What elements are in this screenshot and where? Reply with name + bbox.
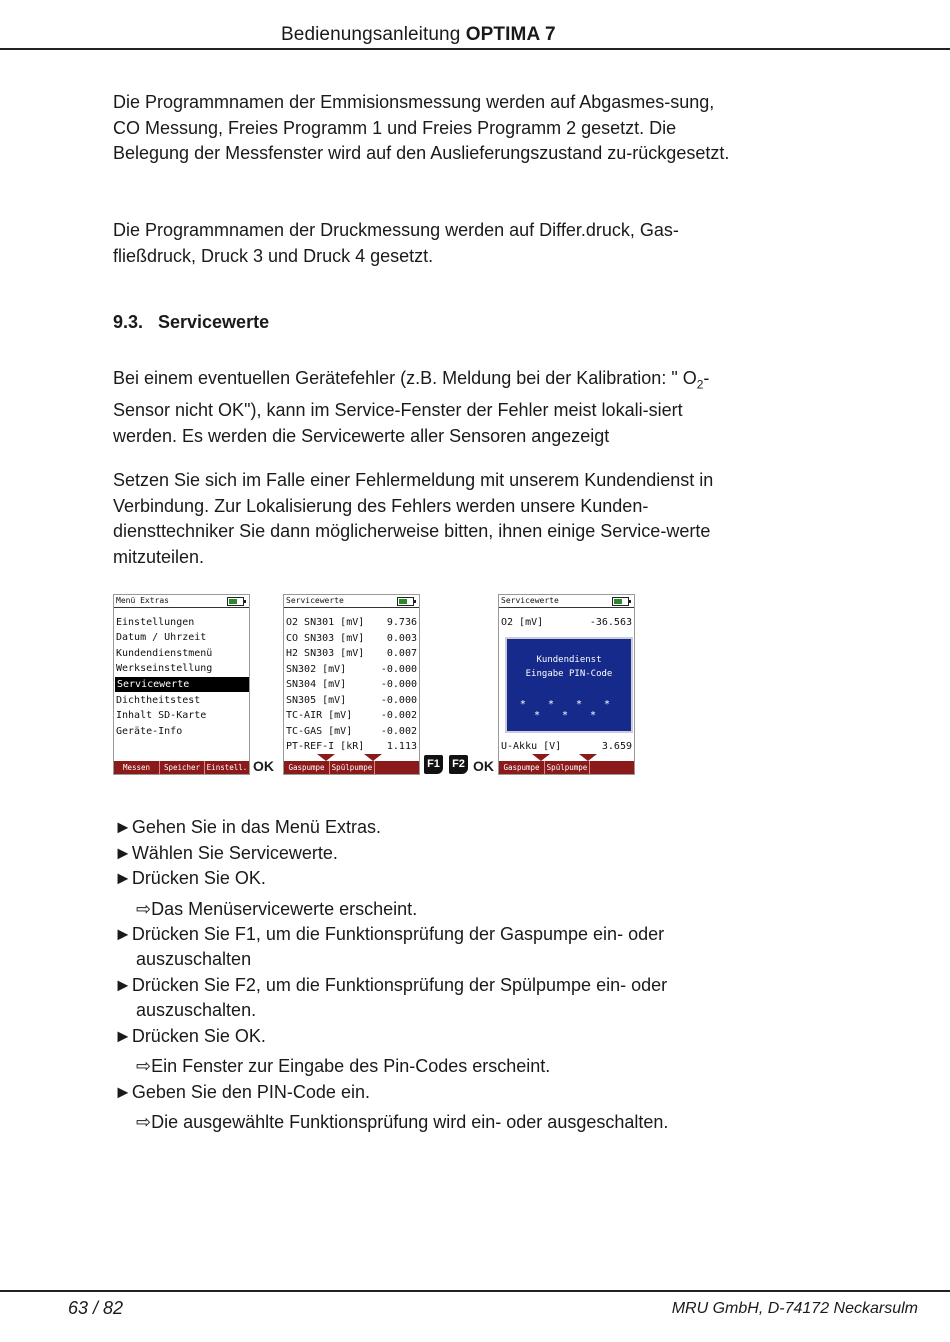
dialog-prompt: Eingabe PIN-Code [525,669,613,679]
page-footer-rule [0,1290,950,1292]
row-label: SN302 [mV] [286,663,347,675]
chevron-down-icon [579,754,597,761]
page-number: 63 / 82 [68,1298,124,1318]
battery-icon [397,597,414,606]
service-row [286,677,417,693]
menu-item-geraete-info[interactable]: Geräte-Info [116,726,183,737]
screen-menu-extras [113,594,250,775]
row-label: CO SN303 [mV] [286,632,365,644]
softkey-messen[interactable]: Messen [114,761,160,774]
softkey-speicher[interactable]: Speicher [160,761,205,774]
service-row [286,646,417,662]
step-go-to-menu: ►Gehen Sie in das Menü Extras. [114,817,381,837]
step-press-ok: ►Drücken Sie OK. [114,868,266,888]
row-value: -0.000 [380,679,417,690]
header-product: OPTIMA 7 [465,24,556,45]
service-row [286,708,417,724]
row-label: U-Akku [V] [501,741,562,752]
menu-item-datum-uhrzeit[interactable]: Datum / Uhrzeit [116,632,207,643]
row-value: -36.563 [589,617,632,628]
menu-item-einstellungen[interactable]: Einstellungen [116,617,195,628]
service-row [286,739,417,755]
softkey-spuelpumpe[interactable]: Spülpumpe [545,761,590,774]
step-press-f2 [114,973,754,1023]
row-value: 3.659 [601,741,632,752]
softkey-spuelpumpe[interactable]: Spülpumpe [330,761,375,774]
step-select-servicewerte: ►Wählen Sie Servicewerte. [114,843,338,863]
row-label: PT-REF-I [kR] [286,741,365,752]
service-row [501,615,632,631]
dialog-title: Kundendienst [536,655,602,665]
step-press-f2-line2: auszuschalten. [136,1000,257,1020]
row-value: 0.007 [386,648,417,659]
pin-input[interactable]: * * * * * * * [519,699,619,721]
softkey-bar [284,761,419,774]
softkey-einstell[interactable]: Einstell. [206,763,248,772]
row-label: SN304 [mV] [286,679,347,690]
row-label: TC-AIR [mV] [286,710,353,721]
row-value: -0.000 [380,663,417,675]
paragraph-program-names-pressure: Die Programmnamen der Druckmessung werden auf Differ.druck, Gas-fließdruck, Druck 3 und Druck 4 gesetzt. [113,220,679,266]
result-menu-appears: ⇨Das Menüservicewerte erscheint. [136,899,418,919]
paragraph-program-names-emission: Die Programmnamen der Emmisionsmessung werden auf Abgasmes-sung, CO Messung, Freies Programm 1 und Freies Programm 2 gesetzt. Die Belegung der Messfenster wird auf den Auslieferungszustand zu-rückgesetzt. [113,92,730,163]
battery-icon [227,597,244,606]
paragraph-customer-service: Setzen Sie sich im Falle einer Fehlermeldung mit unserem Kundendienst in Verbindung. Zur Lokalisierung des Fehlers werden unsere Kunden-diensttechniker Sie dann möglicherweise bitten, ihnen einige Service-werte mitzuteilen. [113,470,714,567]
softkey-bar [499,761,634,774]
ok-key-1[interactable]: OK [253,758,274,774]
step-enter-pin: ►Geben Sie den PIN-Code ein. [114,1082,370,1102]
service-row [286,662,417,678]
o2-subscript: 2 [696,377,704,392]
service-row [286,615,417,631]
step-press-f1 [114,922,754,972]
f2-key[interactable]: F2 [449,755,468,774]
step-press-ok-2: ►Drücken Sie OK. [114,1026,266,1046]
service-row [286,631,417,647]
screen-title: Menü Extras [114,595,249,608]
screen-servicewerte [283,594,420,775]
step-press-f1-line2: auszuschalten [136,949,252,969]
menu-item-dichtheitstest[interactable]: Dichtheitstest [116,695,201,706]
step-press-f2-line1: ►Drücken Sie F2, um die Funktionsprüfung der Spülpumpe ein- oder [114,975,668,995]
menu-item-servicewerte[interactable]: Servicewerte [115,677,250,692]
pin-code-dialog [505,637,633,733]
menu-item-kundendienstmenue[interactable]: Kundendienstmenü [116,648,213,659]
section-number: 9.3. [113,312,144,332]
row-value: 9.736 [386,617,417,628]
service-row [286,724,417,740]
screen-title: Servicewerte [499,595,634,608]
f1-key[interactable]: F1 [424,755,443,774]
chevron-down-icon [532,754,550,761]
paragraph-device-error-part2: -Sensor nicht OK"), kann im Service-Fenster der Fehler meist lokali-siert werden. Es werden die Servicewerte aller Sensoren angezeigt [113,368,710,446]
row-label: O2 [mV] [501,617,544,628]
softkey-bar [114,761,249,774]
row-value: -0.002 [380,710,417,721]
chevron-down-icon [317,754,335,761]
softkey-gaspumpe[interactable]: Gaspumpe [284,761,330,774]
screen-title: Servicewerte [284,595,419,608]
service-row [501,739,632,755]
row-value: 0.003 [386,632,417,644]
section-title: Servicewerte [158,312,270,332]
header-prefix: Bedienungsanleitung [281,24,461,45]
screen-servicewerte-pin [498,594,635,775]
row-value: -0.002 [380,725,417,737]
header-title [281,24,556,46]
row-label: O2 SN301 [mV] [286,617,365,628]
row-value: -0.000 [380,694,417,706]
company-info: MRU GmbH, D-74172 Neckarsulm [671,1300,918,1317]
menu-item-inhalt-sd-karte[interactable]: Inhalt SD-Karte [116,710,207,721]
row-label: SN305 [mV] [286,694,347,706]
result-function-toggled: ⇨Die ausgewählte Funktionsprüfung wird ein- oder ausgeschalten. [136,1112,669,1132]
service-row [286,693,417,709]
chevron-down-icon [364,754,382,761]
result-pin-window: ⇨Ein Fenster zur Eingabe des Pin-Codes erscheint. [136,1056,551,1076]
ok-key-2[interactable]: OK [473,758,494,774]
section-heading [113,312,269,333]
softkey-gaspumpe[interactable]: Gaspumpe [499,761,545,774]
page-header [0,22,950,50]
row-label: H2 SN303 [mV] [286,648,365,659]
row-value: 1.113 [386,741,417,752]
paragraph-device-error-part1: Bei einem eventuellen Gerätefehler (z.B. Meldung bei der Kalibration: " O [113,368,697,388]
menu-item-werkseinstellung[interactable]: Werkseinstellung [116,663,213,674]
row-label: TC-GAS [mV] [286,725,353,737]
paragraph-device-error [113,366,723,449]
battery-icon [612,597,629,606]
step-press-f1-line1: ►Drücken Sie F1, um die Funktionsprüfung der Gaspumpe ein- oder [114,924,665,944]
